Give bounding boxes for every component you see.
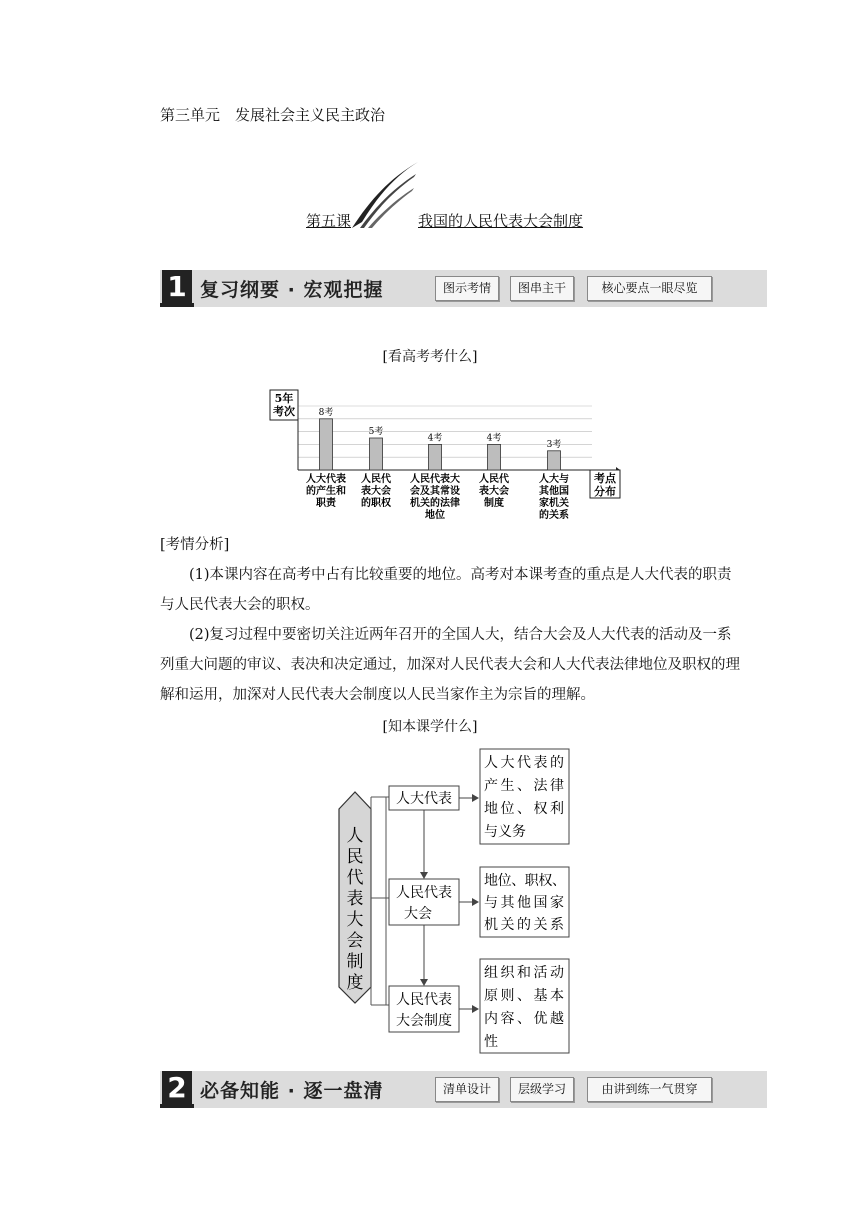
detail-text: 与义务	[484, 824, 526, 840]
node-label: 人大代表	[396, 791, 452, 807]
btn-lecture-to-practice[interactable]: 由讲到练一气贯穿	[587, 1077, 712, 1102]
root-char: 度	[346, 973, 364, 993]
bar-value-label: 8考	[318, 407, 334, 418]
detail-text: 原则、基本	[484, 988, 564, 1004]
bar	[320, 419, 333, 470]
category-label: 人民代	[479, 474, 509, 485]
root-char: 会	[346, 931, 364, 951]
detail-text: 机关的关系	[484, 917, 564, 933]
category-label: 的关系	[539, 510, 569, 521]
arrowhead-icon	[420, 872, 428, 879]
analysis-paragraph-2: (2)复习过程中要密切关注近两年召开的全国人大，结合大会及人大代表的活动及一系列重大问题的审议、表决和决定通过，加深对人民代表大会和人大代表法律地位及职权的理解和运用，加深对人民代表大会制度以人民当家作主为宗旨的理解。	[160, 627, 740, 703]
category-label: 的产生和	[306, 486, 346, 497]
bar-value-label: 3考	[546, 439, 562, 450]
btn-list-design[interactable]: 清单设计	[435, 1077, 499, 1102]
detail-text: 性	[484, 1034, 498, 1050]
root-char: 大	[346, 910, 364, 930]
detail-text: 地位、权利	[484, 801, 564, 817]
arrowhead-icon	[472, 794, 479, 802]
detail-text: 与其他国家	[484, 895, 564, 911]
x-axis-label: 考点	[594, 472, 616, 485]
analysis-block	[160, 530, 740, 710]
banner-review-outline	[160, 270, 767, 307]
btn-core-points[interactable]: 核心要点一眼尽览	[587, 276, 712, 301]
root-char: 民	[346, 847, 364, 867]
banner-title: 必备知能 · 逐一盘清	[200, 1080, 384, 1102]
root-char: 表	[346, 889, 364, 909]
category-label: 的职权	[361, 498, 391, 509]
y-axis-label: 5年	[274, 392, 294, 405]
category-label: 其他国	[539, 486, 569, 497]
root-char: 人	[346, 826, 364, 846]
bar	[488, 444, 501, 470]
category-label: 地位	[425, 510, 445, 521]
node-label: 人民代表	[396, 992, 452, 1008]
swoosh-decoration	[350, 160, 420, 230]
category-label: 制度	[484, 498, 504, 509]
banner-title: 复习纲要 · 宏观把握	[200, 279, 384, 301]
btn-layered-learning[interactable]: 层级学习	[510, 1077, 574, 1102]
category-label: 家机关	[539, 498, 569, 509]
node-label: 大会制度	[396, 1013, 452, 1029]
arrowhead-icon	[420, 979, 428, 986]
category-label: 表大会	[361, 486, 391, 497]
bar	[548, 451, 561, 470]
banner-number: 1	[162, 270, 192, 304]
detail-text: 组织和活动	[484, 965, 564, 981]
node-label: 人民代表	[396, 885, 452, 901]
analysis-label: [考情分析]	[160, 537, 230, 553]
bar-value-label: 4考	[427, 433, 443, 444]
bar-value-label: 5考	[368, 427, 384, 437]
category-label: 表大会	[479, 486, 509, 497]
lesson-name: 我国的人民代表大会制度	[418, 212, 584, 230]
lesson-number: 第五课	[306, 212, 352, 230]
section-exam-title: [看高考考什么]	[382, 349, 478, 365]
detail-text: 地位、职权、	[484, 873, 566, 889]
banner-essential-knowledge	[160, 1071, 767, 1108]
exam-frequency-chart	[268, 388, 628, 528]
bar	[370, 438, 383, 470]
unit-title: 第三单元 发展社会主义民主政治	[160, 106, 386, 124]
arrowhead-icon	[472, 898, 479, 906]
detail-text: 人大代表的	[484, 755, 564, 771]
bar	[429, 444, 442, 470]
category-label: 机关的法律	[410, 498, 460, 509]
node-label: 大会	[404, 906, 432, 922]
category-label: 职责	[316, 498, 336, 509]
detail-text: 内容、优越	[484, 1011, 564, 1027]
category-label: 人民代	[361, 474, 391, 485]
analysis-paragraph-1: (1)本课内容在高考中占有比较重要的地位。高考对本课考查的重点是人大代表的职责与人民代表大会的职权。	[160, 567, 732, 613]
root-char: 代	[346, 868, 364, 888]
bar-value-label: 4考	[486, 433, 502, 444]
category-label: 人大代表	[306, 474, 346, 485]
category-label: 人民代表大	[410, 474, 460, 485]
banner-number: 2	[162, 1071, 192, 1105]
section-learn-title: [知本课学什么]	[382, 719, 478, 735]
btn-exam-chart[interactable]: 图示考情	[435, 276, 499, 301]
btn-main-thread[interactable]: 图串主干	[510, 276, 574, 301]
category-label: 人大与	[539, 474, 569, 485]
root-char: 制	[346, 952, 364, 972]
category-label: 会及其常设	[410, 486, 460, 497]
knowledge-diagram	[318, 745, 580, 1060]
x-axis-label: 分布	[594, 485, 616, 498]
y-axis-label: 考次	[273, 405, 295, 418]
detail-text: 产生、法律	[484, 778, 564, 794]
arrowhead-icon	[472, 1005, 479, 1013]
